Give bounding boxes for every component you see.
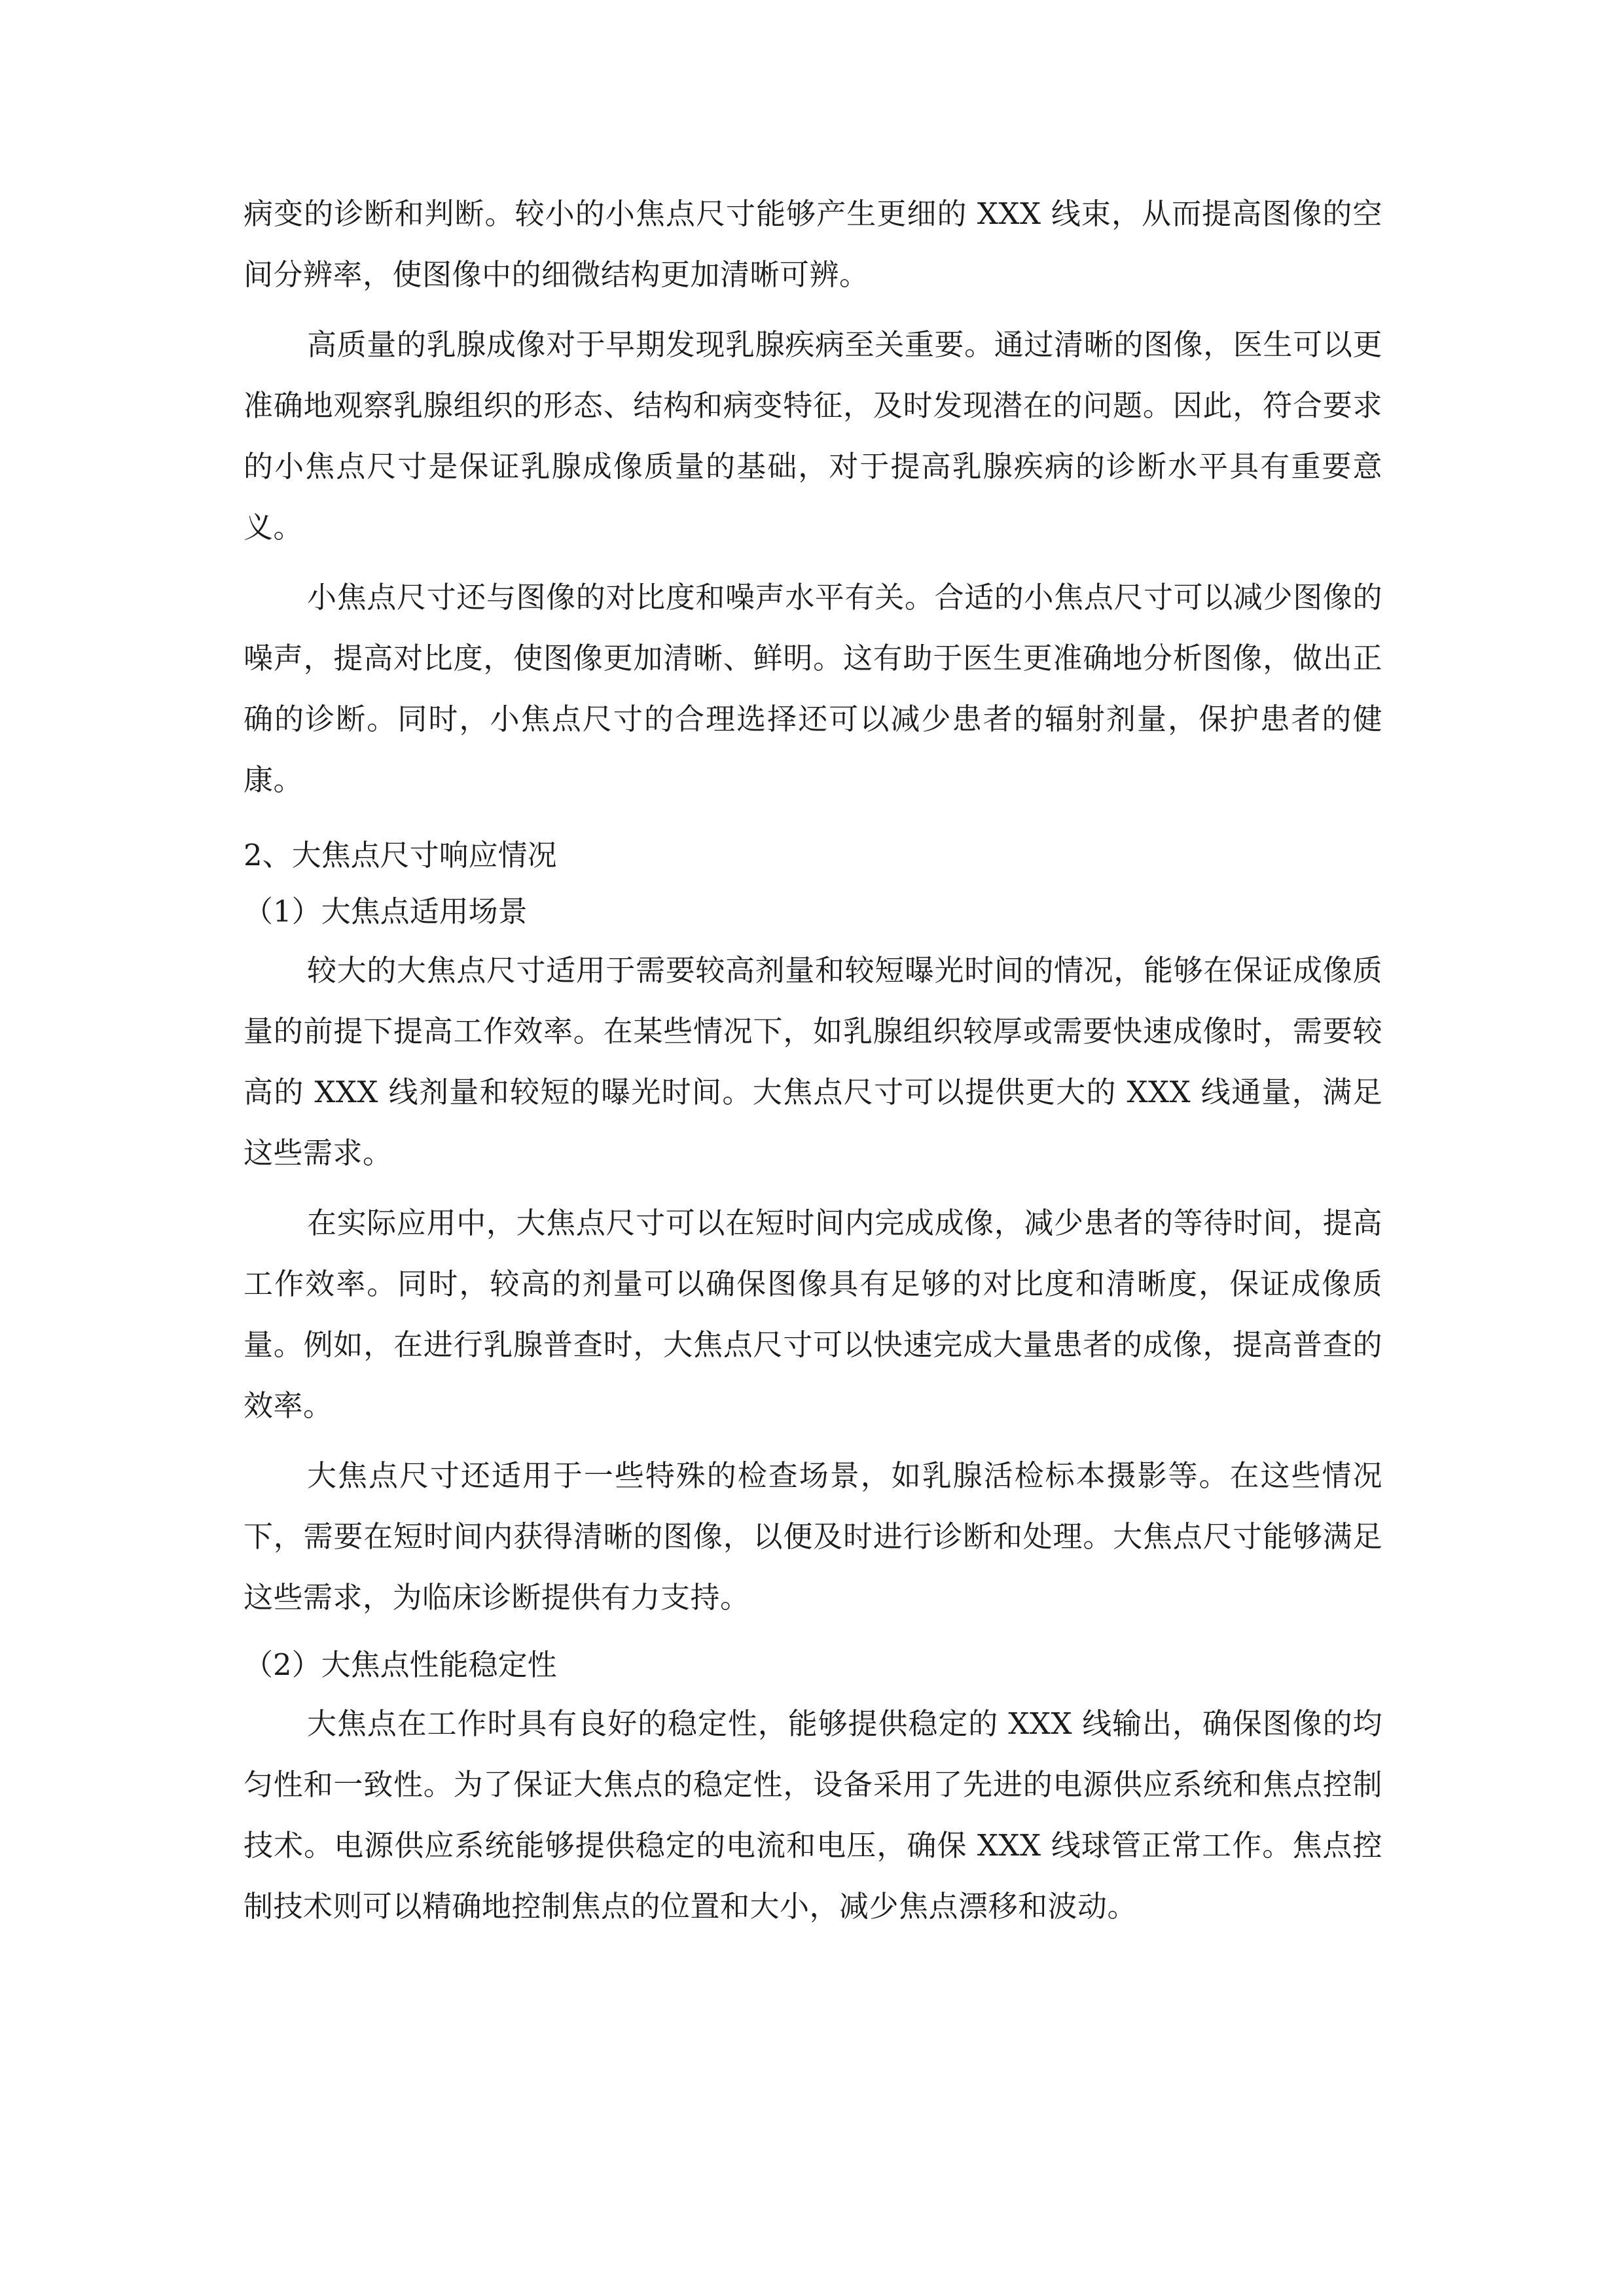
paragraph-quality-imaging: 高质量的乳腺成像对于早期发现乳腺疾病至关重要。通过清晰的图像，医生可以更准确地观察乳腺组织的形态、结构和病变特征，及时发现潜在的问题。因此，符合要求的小焦点尺寸是保证乳腺成像质量的基础，对于提高乳腺疾病的诊断水平具有重要意义。 — [244, 327, 1382, 545]
paragraph-large-focus-scenario: 较大的大焦点尺寸适用于需要较高剂量和较短曝光时间的情况，能够在保证成像质量的前提下提高工作效率。在某些情况下，如乳腺组织较厚或需要快速成像时，需要较高的 XXX 线剂量和较短的曝光时间。大焦点尺寸可以提供更大的 XXX 线通量，满足这些需求。 — [244, 953, 1382, 1170]
subsection-heading-2: （2）大焦点性能稳定性 — [244, 1647, 557, 1682]
paragraph-special-scenarios: 大焦点尺寸还适用于一些特殊的检查场景，如乳腺活检标本摄影等。在这些情况下，需要在短时间内获得清晰的图像，以便及时进行诊断和处理。大焦点尺寸能够满足这些需求，为临床诊断提供有力支持。 — [244, 1458, 1382, 1615]
paragraph-stability: 大焦点在工作时具有良好的稳定性，能够提供稳定的 XXX 线输出，确保图像的均匀性和一致性。为了保证大焦点的稳定性，设备采用了先进的电源供应系统和焦点控制技术。电源供应系统能够提供稳定的电流和电压，确保 XXX 线球管正常工作。焦点控制技术则可以精确地控制焦点的位置和大小，减少焦点漂移和波动。 — [244, 1706, 1382, 1924]
paragraph-practical-application: 在实际应用中，大焦点尺寸可以在短时间内完成成像，减少患者的等待时间，提高工作效率。同时，较高的剂量可以确保图像具有足够的对比度和清晰度，保证成像质量。例如，在进行乳腺普查时，大焦点尺寸可以快速完成大量患者的成像，提高普查的效率。 — [244, 1206, 1382, 1423]
document-body — [244, 183, 1382, 1937]
paragraph-continued: 病变的诊断和判断。较小的小焦点尺寸能够产生更细的 XXX 线束，从而提高图像的空间分辨率，使图像中的细微结构更加清晰可辨。 — [244, 196, 1382, 292]
section-heading: 2、大焦点尺寸响应情况 — [244, 838, 557, 872]
paragraph-contrast-noise: 小焦点尺寸还与图像的对比度和噪声水平有关。合适的小焦点尺寸可以减少图像的噪声，提高对比度，使图像更加清晰、鲜明。这有助于医生更准确地分析图像，做出正确的诊断。同时，小焦点尺寸的合理选择还可以减少患者的辐射剂量，保护患者的健康。 — [244, 580, 1382, 797]
subsection-heading-1: （1）大焦点适用场景 — [244, 894, 528, 929]
